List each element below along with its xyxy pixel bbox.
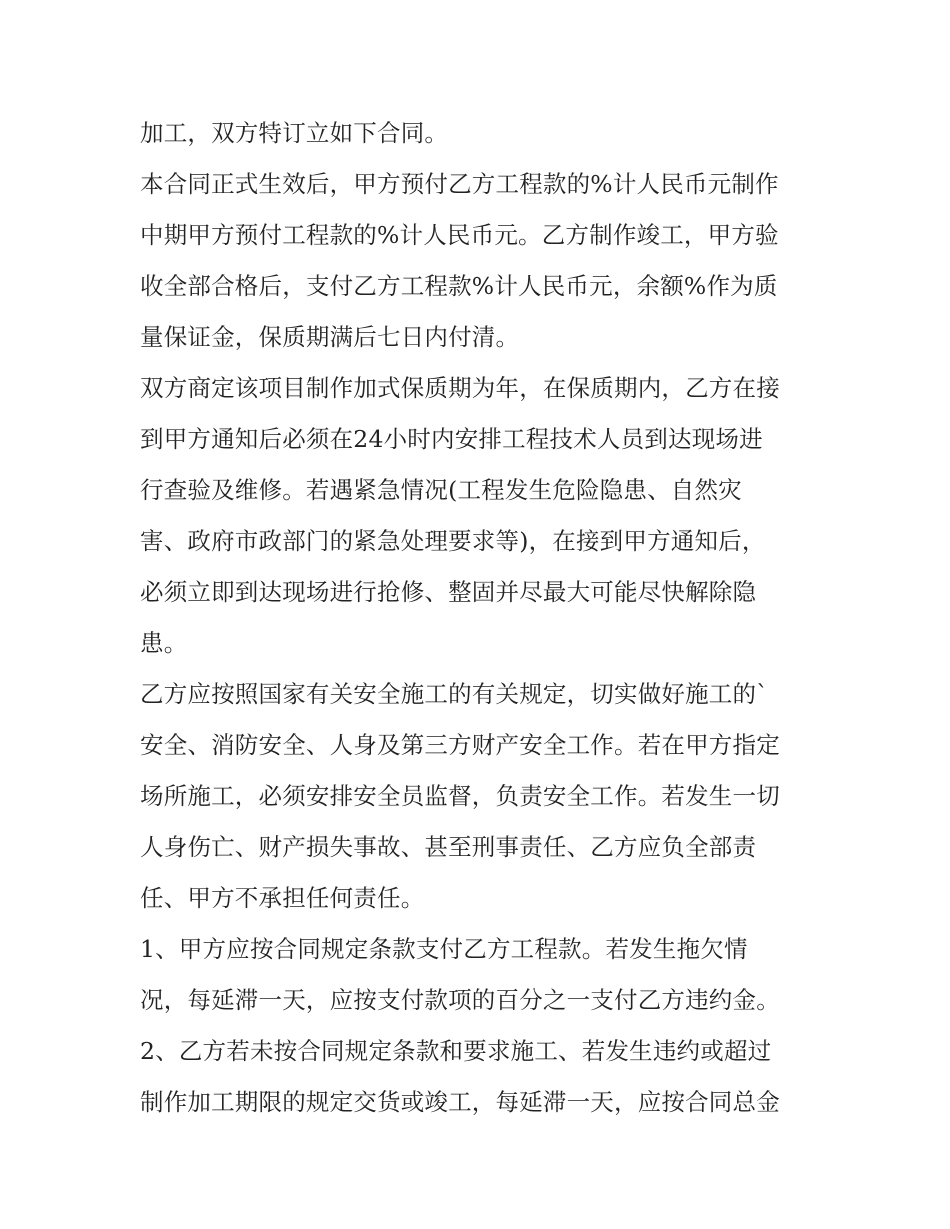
text-line: 加工，双方特订立如下合同。 — [140, 119, 449, 147]
text-line: 双方商定该项目制作加式保质期为年，在保质期内，乙方在接 — [140, 374, 780, 402]
text-line: 到甲方通知后必须在24小时内安排工程技术人员到达现场进 — [140, 425, 763, 453]
text-line: 况，每延滞一天，应按支付款项的百分之一支付乙方违约金。 — [140, 986, 780, 1014]
text-line: 场所施工，必须安排安全员监督，负责安全工作。若发生一切 — [140, 782, 780, 810]
text-line: 行查验及维修。若遇紧急情况(工程发生危险隐患、自然灾 — [140, 476, 742, 504]
text-line: 乙方应按照国家有关安全施工的有关规定，切实做好施工的` — [140, 680, 769, 708]
text-line: 量保证金，保质期满后七日内付清。 — [140, 323, 520, 351]
text-line: 安全、消防安全、人身及第三方财产安全工作。若在甲方指定 — [140, 731, 780, 759]
text-line: 必须立即到达现场进行抢修、整固并尽最大可能尽快解除隐 — [140, 578, 757, 606]
text-line: 本合同正式生效后，甲方预付乙方工程款的%计人民币元制作 — [140, 170, 779, 198]
text-line: 害、政府市政部门的紧急处理要求等)，在接到甲方通知后， — [140, 527, 766, 555]
text-line: 收全部合格后，支付乙方工程款%计人民币元，余额%作为质 — [140, 272, 778, 300]
text-line: 患。 — [140, 629, 188, 657]
text-line: 2、乙方若未按合同规定条款和要求施工、若发生违约或超过 — [140, 1037, 772, 1065]
text-line: 中期甲方预付工程款的%计人民币元。乙方制作竣工，甲方验 — [140, 221, 779, 249]
contract-body-text — [140, 108, 840, 1128]
text-line: 任、甲方不承担任何责任。 — [140, 884, 425, 912]
text-line: 1、甲方应按合同规定条款支付乙方工程款。若发生拖欠情 — [140, 935, 748, 963]
text-line: 人身伤亡、财产损失事故、甚至刑事责任、乙方应负全部责 — [140, 833, 757, 861]
text-line: 制作加工期限的规定交货或竣工，每延滞一天，应按合同总金 — [140, 1088, 780, 1116]
